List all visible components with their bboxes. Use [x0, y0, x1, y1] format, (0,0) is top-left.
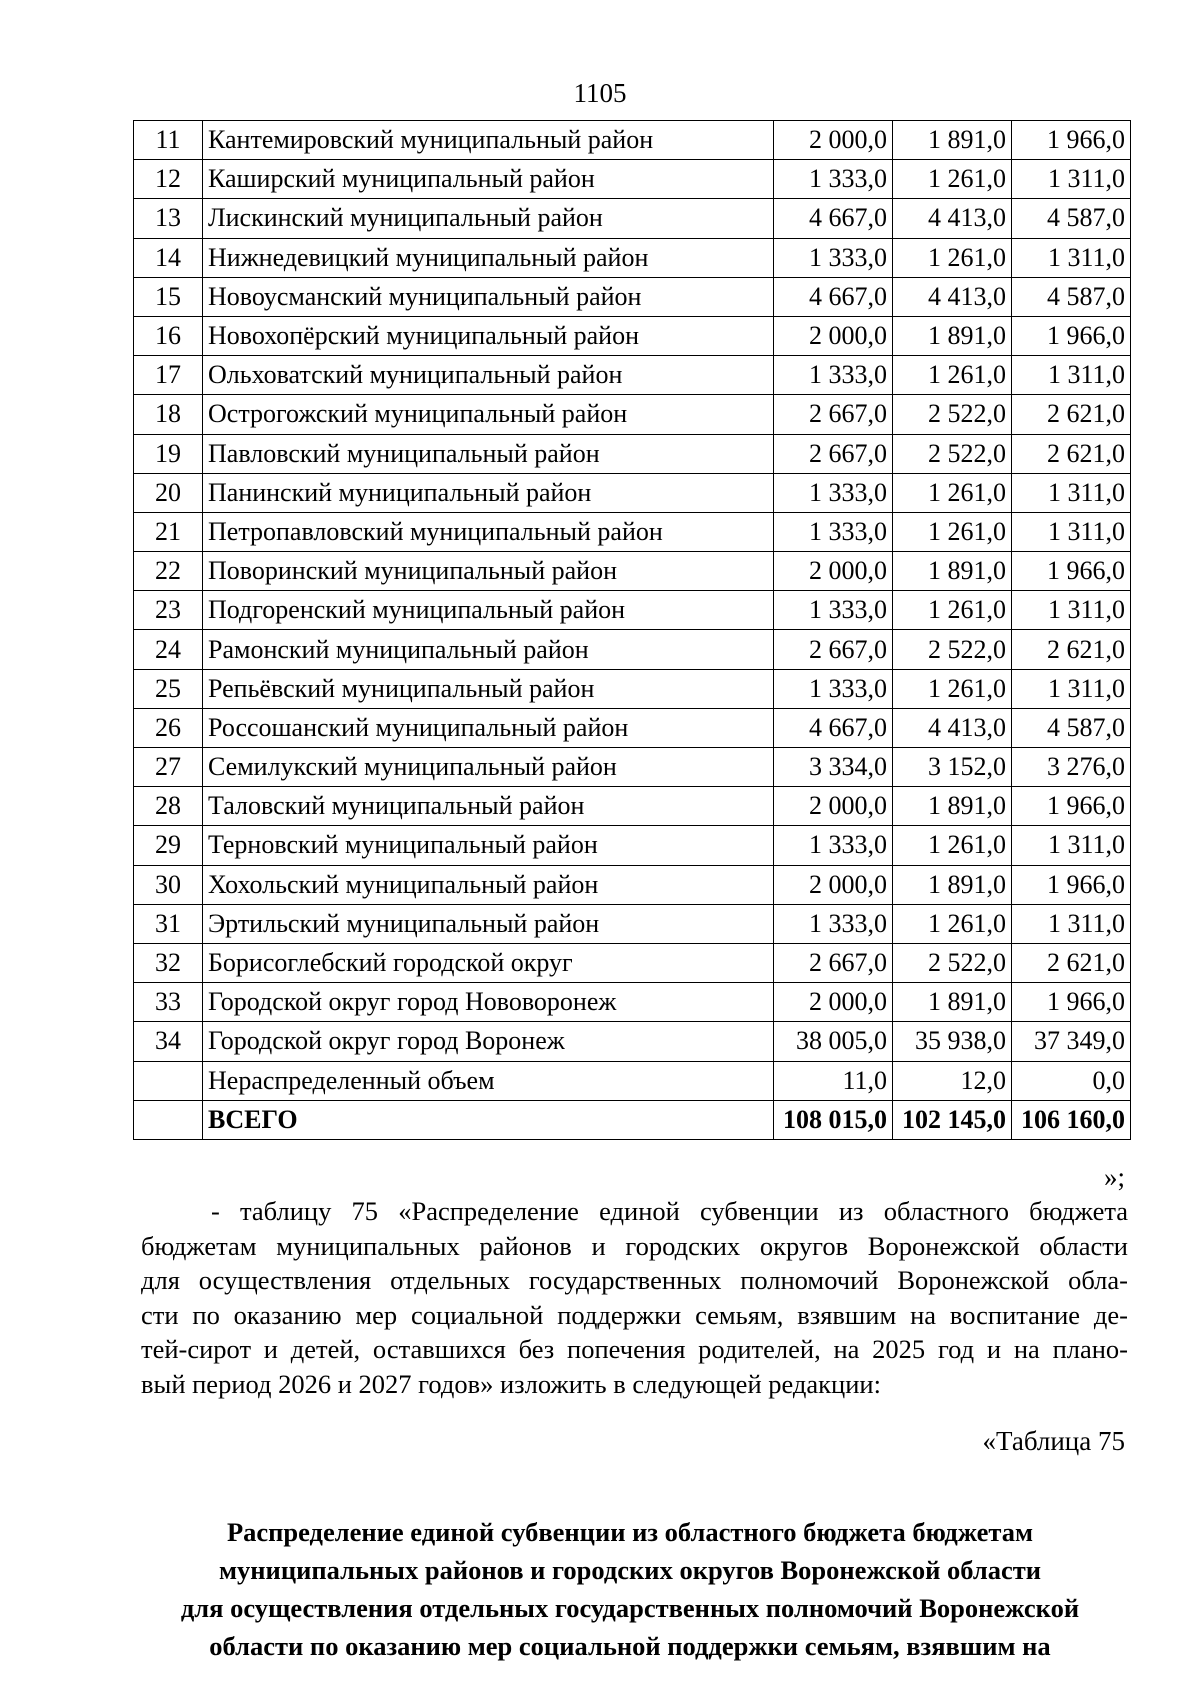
value-year-3: 1 311,0: [1012, 904, 1131, 943]
row-name: Новоусманский муниципальный район: [203, 277, 774, 316]
row-name: Каширский муниципальный район: [203, 160, 774, 199]
value-year-1: 1 333,0: [774, 238, 893, 277]
amendment-paragraph: [141, 1194, 1128, 1401]
table-row: [134, 787, 1131, 826]
value-year-3: 1 311,0: [1012, 473, 1131, 512]
value-year-1: 2 667,0: [774, 630, 893, 669]
paragraph-line: тей-сирот и детей, оставшихся без попечения родителей, на 2025 год и на плано-: [141, 1334, 1128, 1364]
value-year-3: 4 587,0: [1012, 277, 1131, 316]
row-name: Ольховатский муниципальный район: [203, 356, 774, 395]
value-year-1: 2 667,0: [774, 434, 893, 473]
row-number: [134, 1061, 203, 1100]
table-row: [134, 1022, 1131, 1061]
value-year-2: 1 261,0: [893, 826, 1012, 865]
value-year-3: 106 160,0: [1012, 1100, 1131, 1139]
row-name: Городской округ город Нововоронеж: [203, 983, 774, 1022]
row-number: 23: [134, 591, 203, 630]
distribution-table: [133, 120, 1131, 1140]
closing-quote: »;: [1103, 1162, 1125, 1192]
table-row: [134, 473, 1131, 512]
page-number: 1105: [573, 78, 627, 108]
heading-line: муниципальных районов и городских округов Воронежской области: [218, 1555, 1042, 1585]
table-row: [134, 669, 1131, 708]
row-number: 13: [134, 199, 203, 238]
value-year-2: 2 522,0: [893, 395, 1012, 434]
row-name: Нижнедевицкий муниципальный район: [203, 238, 774, 277]
value-year-2: 1 261,0: [893, 669, 1012, 708]
value-year-2: 1 261,0: [893, 356, 1012, 395]
row-name: Семилукский муниципальный район: [203, 748, 774, 787]
row-name: Острогожский муниципальный район: [203, 395, 774, 434]
paragraph-line: вый период 2026 и 2027 годов» изложить в следующей редакции:: [141, 1368, 881, 1399]
value-year-2: 4 413,0: [893, 199, 1012, 238]
table-label: «Таблица 75: [982, 1426, 1125, 1456]
table-row: [134, 983, 1131, 1022]
value-year-2: 1 891,0: [893, 983, 1012, 1022]
row-number: 15: [134, 277, 203, 316]
value-year-1: 2 000,0: [774, 983, 893, 1022]
table-row: [134, 238, 1131, 277]
value-year-3: 2 621,0: [1012, 943, 1131, 982]
row-name: Хохольский муниципальный район: [203, 865, 774, 904]
table-row: [134, 356, 1131, 395]
row-number: 32: [134, 943, 203, 982]
row-name: ВСЕГО: [203, 1100, 774, 1139]
table-row: [134, 395, 1131, 434]
table-row: [134, 1061, 1131, 1100]
row-number: 14: [134, 238, 203, 277]
value-year-1: 1 333,0: [774, 356, 893, 395]
table-row: [134, 630, 1131, 669]
row-number: 28: [134, 787, 203, 826]
value-year-1: 11,0: [774, 1061, 893, 1100]
value-year-3: 1 311,0: [1012, 669, 1131, 708]
value-year-3: 1 311,0: [1012, 356, 1131, 395]
row-name: Павловский муниципальный район: [203, 434, 774, 473]
row-name: Кантемировский муниципальный район: [203, 121, 774, 160]
table-row: [134, 943, 1131, 982]
value-year-3: 2 621,0: [1012, 434, 1131, 473]
table-row: [134, 316, 1131, 355]
row-name: Петропавловский муниципальный район: [203, 512, 774, 551]
value-year-1: 2 000,0: [774, 552, 893, 591]
value-year-1: 1 333,0: [774, 591, 893, 630]
value-year-1: 1 333,0: [774, 473, 893, 512]
row-name: Лискинский муниципальный район: [203, 199, 774, 238]
table-row: [134, 708, 1131, 747]
table-row: [134, 199, 1131, 238]
row-name: Россошанский муниципальный район: [203, 708, 774, 747]
value-year-2: 1 261,0: [893, 160, 1012, 199]
row-name: Таловский муниципальный район: [203, 787, 774, 826]
row-number: [134, 1100, 203, 1139]
paragraph-line: сти по оказанию мер социальной поддержки семьям, взявшим на воспитание де-: [141, 1299, 1128, 1330]
table-row: [134, 591, 1131, 630]
value-year-1: 4 667,0: [774, 199, 893, 238]
paragraph-line: бюджетам муниципальных районов и городских округов Воронежской области: [141, 1230, 1128, 1261]
row-number: 25: [134, 669, 203, 708]
table-row: [134, 512, 1131, 551]
value-year-2: 2 522,0: [893, 943, 1012, 982]
value-year-2: 1 891,0: [893, 787, 1012, 826]
value-year-3: 3 276,0: [1012, 748, 1131, 787]
table-row: [134, 552, 1131, 591]
row-number: 16: [134, 316, 203, 355]
table-row: [134, 748, 1131, 787]
value-year-2: 1 261,0: [893, 238, 1012, 277]
value-year-1: 2 000,0: [774, 865, 893, 904]
row-name: Городской округ город Воронеж: [203, 1022, 774, 1061]
value-year-3: 37 349,0: [1012, 1022, 1131, 1061]
value-year-2: 1 891,0: [893, 121, 1012, 160]
value-year-2: 1 261,0: [893, 591, 1012, 630]
heading-line: области по оказанию мер социальной поддержки семьям, взявшим на: [209, 1631, 1051, 1661]
value-year-1: 1 333,0: [774, 512, 893, 551]
value-year-2: 4 413,0: [893, 708, 1012, 747]
value-year-1: 3 334,0: [774, 748, 893, 787]
total-row: [134, 1100, 1131, 1139]
paragraph-line: - таблицу 75 «Распределение единой субвенции из областного бюджета: [211, 1196, 1128, 1226]
value-year-2: 1 891,0: [893, 865, 1012, 904]
value-year-3: 2 621,0: [1012, 395, 1131, 434]
row-number: 30: [134, 865, 203, 904]
value-year-2: 1 261,0: [893, 904, 1012, 943]
row-number: 19: [134, 434, 203, 473]
value-year-3: 1 966,0: [1012, 552, 1131, 591]
table-row: [134, 826, 1131, 865]
value-year-1: 108 015,0: [774, 1100, 893, 1139]
value-year-2: 12,0: [893, 1061, 1012, 1100]
row-number: 26: [134, 708, 203, 747]
value-year-3: 1 966,0: [1012, 865, 1131, 904]
value-year-2: 3 152,0: [893, 748, 1012, 787]
row-number: 17: [134, 356, 203, 395]
row-name: Новохопёрский муниципальный район: [203, 316, 774, 355]
row-name: Рамонский муниципальный район: [203, 630, 774, 669]
table-row: [134, 277, 1131, 316]
table-heading: [100, 1513, 1160, 1665]
value-year-2: 102 145,0: [893, 1100, 1012, 1139]
paragraph-line: для осуществления отдельных государственных полномочий Воронежской обла-: [141, 1265, 1128, 1295]
heading-line: Распределение единой субвенции из областного бюджета бюджетам: [226, 1517, 1034, 1547]
row-name: Нераспределенный объем: [203, 1061, 774, 1100]
value-year-3: 1 966,0: [1012, 983, 1131, 1022]
table-row: [134, 160, 1131, 199]
value-year-1: 4 667,0: [774, 708, 893, 747]
value-year-2: 1 891,0: [893, 552, 1012, 591]
row-number: 20: [134, 473, 203, 512]
row-number: 22: [134, 552, 203, 591]
value-year-2: 2 522,0: [893, 630, 1012, 669]
row-number: 29: [134, 826, 203, 865]
value-year-1: 2 000,0: [774, 316, 893, 355]
value-year-1: 38 005,0: [774, 1022, 893, 1061]
row-number: 18: [134, 395, 203, 434]
value-year-1: 1 333,0: [774, 669, 893, 708]
value-year-1: 1 333,0: [774, 160, 893, 199]
value-year-2: 4 413,0: [893, 277, 1012, 316]
value-year-1: 1 333,0: [774, 826, 893, 865]
table-row: [134, 121, 1131, 160]
row-name: Эртильский муниципальный район: [203, 904, 774, 943]
row-name: Подгоренский муниципальный район: [203, 591, 774, 630]
row-number: 11: [134, 121, 203, 160]
row-name: Терновский муниципальный район: [203, 826, 774, 865]
value-year-1: 2 000,0: [774, 121, 893, 160]
value-year-3: 1 311,0: [1012, 160, 1131, 199]
table-row: [134, 904, 1131, 943]
row-name: Панинский муниципальный район: [203, 473, 774, 512]
value-year-2: 1 261,0: [893, 473, 1012, 512]
value-year-3: 1 311,0: [1012, 238, 1131, 277]
value-year-2: 1 261,0: [893, 512, 1012, 551]
row-number: 24: [134, 630, 203, 669]
value-year-1: 2 000,0: [774, 787, 893, 826]
row-number: 33: [134, 983, 203, 1022]
table-body: [134, 121, 1131, 1140]
value-year-3: 2 621,0: [1012, 630, 1131, 669]
value-year-3: 4 587,0: [1012, 708, 1131, 747]
value-year-3: 1 966,0: [1012, 121, 1131, 160]
value-year-2: 2 522,0: [893, 434, 1012, 473]
row-number: 21: [134, 512, 203, 551]
row-name: Поворинский муниципальный район: [203, 552, 774, 591]
value-year-3: 1 966,0: [1012, 787, 1131, 826]
value-year-1: 4 667,0: [774, 277, 893, 316]
value-year-3: 0,0: [1012, 1061, 1131, 1100]
value-year-2: 1 891,0: [893, 316, 1012, 355]
table-row: [134, 434, 1131, 473]
value-year-3: 1 311,0: [1012, 826, 1131, 865]
value-year-3: 1 311,0: [1012, 591, 1131, 630]
value-year-3: 4 587,0: [1012, 199, 1131, 238]
row-number: 34: [134, 1022, 203, 1061]
row-number: 12: [134, 160, 203, 199]
row-name: Борисоглебский городской округ: [203, 943, 774, 982]
table-row: [134, 865, 1131, 904]
value-year-1: 2 667,0: [774, 395, 893, 434]
value-year-3: 1 966,0: [1012, 316, 1131, 355]
value-year-1: 1 333,0: [774, 904, 893, 943]
row-number: 27: [134, 748, 203, 787]
row-name: Репьёвский муниципальный район: [203, 669, 774, 708]
value-year-3: 1 311,0: [1012, 512, 1131, 551]
row-number: 31: [134, 904, 203, 943]
heading-line: для осуществления отдельных государственных полномочий Воронежской: [180, 1593, 1080, 1623]
value-year-1: 2 667,0: [774, 943, 893, 982]
value-year-2: 35 938,0: [893, 1022, 1012, 1061]
